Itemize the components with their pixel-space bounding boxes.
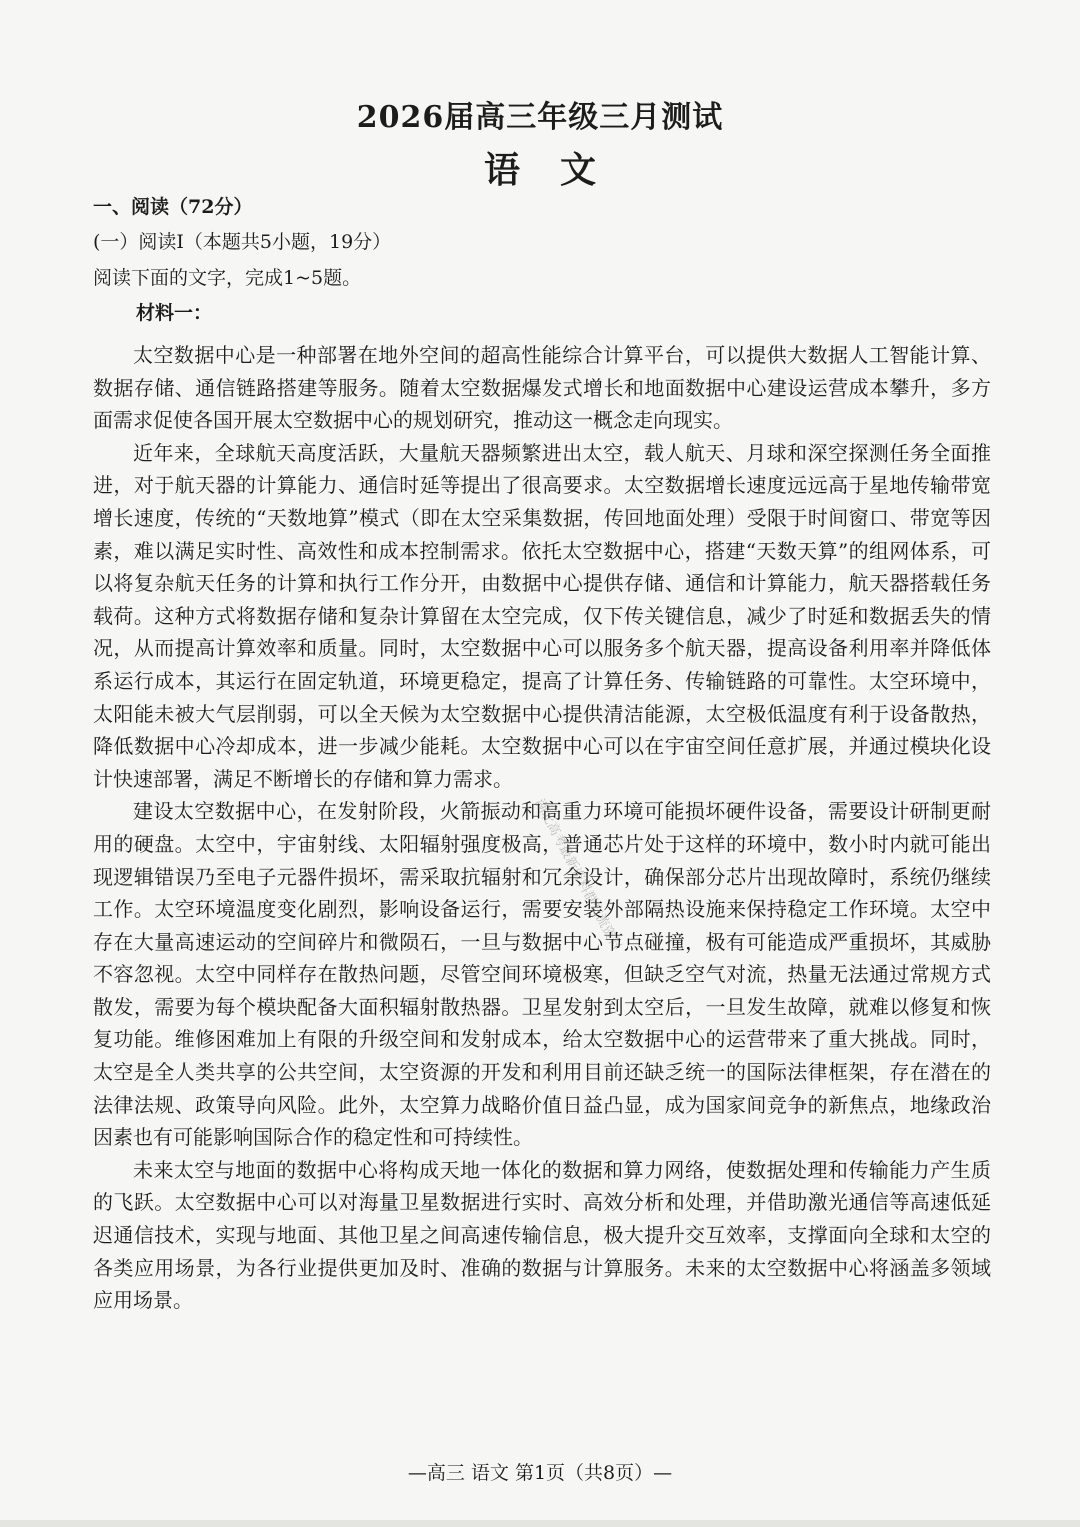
- subject-title: 语文: [483, 149, 636, 191]
- reading-passage: [93, 339, 991, 1317]
- bottom-divider: [0, 1520, 1080, 1527]
- watermark: 湖北高考最新资料群交流资料: [531, 796, 624, 954]
- page-footer: —高三 语文 第1页（共8页）—: [407, 1462, 673, 1484]
- paragraph: 太空数据中心是一种部署在地外空间的超高性能综合计算平台，可以提供大数据人工智能计算、数据存储、通信链路搭建等服务。随着太空数据爆发式增长和地面数据中心建设运营成本攀升，多方面需求促使各国开展太空数据中心的规划研究，推动这一概念走向现实。: [93, 343, 991, 433]
- sub-section-heading: (一）阅读Ⅰ（本题共5小题，19分）: [93, 231, 392, 253]
- paragraph: 近年来，全球航天高度活跃，大量航天器频繁进出太空，载人航天、月球和深空探测任务全面推进，对于航天器的计算能力、通信时延等提出了很高要求。太空数据增长速度远远高于星地传输带宽增长速度，传统的“天数地算”模式（即在太空采集数据，传回地面处理）受限于时间窗口、带宽等因素，难以满足实时性、高效性和成本控制需求。依托太空数据中心，搭建“天数天算”的组网体系，可以将复杂航天任务的计算和执行工作分开，由数据中心提供存储、通信和计算能力，航天器搭载任务载荷。这种方式将数据存储和复杂计算留在太空完成，仅下传关键信息，减少了时延和数据丢失的情况，从而提高计算效率和质量。同时，太空数据中心可以服务多个航天器，提高设备利用率并降低体系运行成本，其运行在固定轨道，环境更稳定，提高了计算任务、传输链路的可靠性。太空环境中，太阳能未被大气层削弱，可以全天候为太空数据中心提供清洁能源，太空极低温度有利于设备散热，降低数据中心冷却成本，进一步减少能耗。太空数据中心可以在宇宙空间任意扩展，并通过模块化设计快速部署，满足不断增长的存储和算力需求。: [93, 440, 991, 791]
- paragraph: 未来太空与地面的数据中心将构成天地一体化的数据和算力网络，使数据处理和传输能力产生质的飞跃。太空数据中心可以对海量卫星数据进行实时、高效分析和处理，并借助激光通信等高速低延迟通信技术，实现与地面、其他卫星之间高速传输信息，极大提升交互效率，支撑面向全球和太空的各类应用场景，为各行业提供更加及时、准确的数据与计算服务。未来的太空数据中心将涵盖多领域应用场景。: [93, 1157, 991, 1313]
- material-label: 材料一：: [136, 302, 213, 324]
- paragraph: 建设太空数据中心，在发射阶段，火箭振动和高重力环境可能损坏硬件设备，需要设计研制更耐用的硬盘。太空中，宇宙射线、太阳辐射强度极高，普通芯片处于这样的环境中，数小时内就可能出现逻辑错误乃至电子元器件损坏，需采取抗辐射和冗余设计，确保部分芯片出现故障时，系统仍继续工作。太空环境温度变化剧烈，影响设备运行，需要安装外部隔热设施来保持稳定工作环境。太空中存在大量高速运动的空间碎片和微陨石，一旦与数据中心节点碰撞，极有可能造成严重损坏，其威胁不容忽视。太空中同样存在散热问题，尽管空间环境极寒，但缺乏空气对流，热量无法通过常规方式散发，需要为每个模块配备大面积辐射散热器。卫星发射到太空后，一旦发生故障，就难以修复和恢复功能。维修困难加上有限的升级空间和发射成本，给太空数据中心的运营带来了重大挑战。同时，太空是全人类共享的公共空间，太空资源的开发和利用目前还缺乏统一的国际法律框架，存在潜在的法律法规、政策导向风险。此外，太空算力战略价值日益凸显，成为国家间竞争的新焦点，地缘政治因素也有可能影响国际合作的稳定性和可持续性。: [93, 799, 991, 1150]
- section-heading: 一、阅读（72分）: [93, 196, 253, 218]
- exam-title: 2026届高三年级三月测试: [356, 100, 724, 135]
- reading-instruction: 阅读下面的文字，完成1~5题。: [93, 267, 362, 289]
